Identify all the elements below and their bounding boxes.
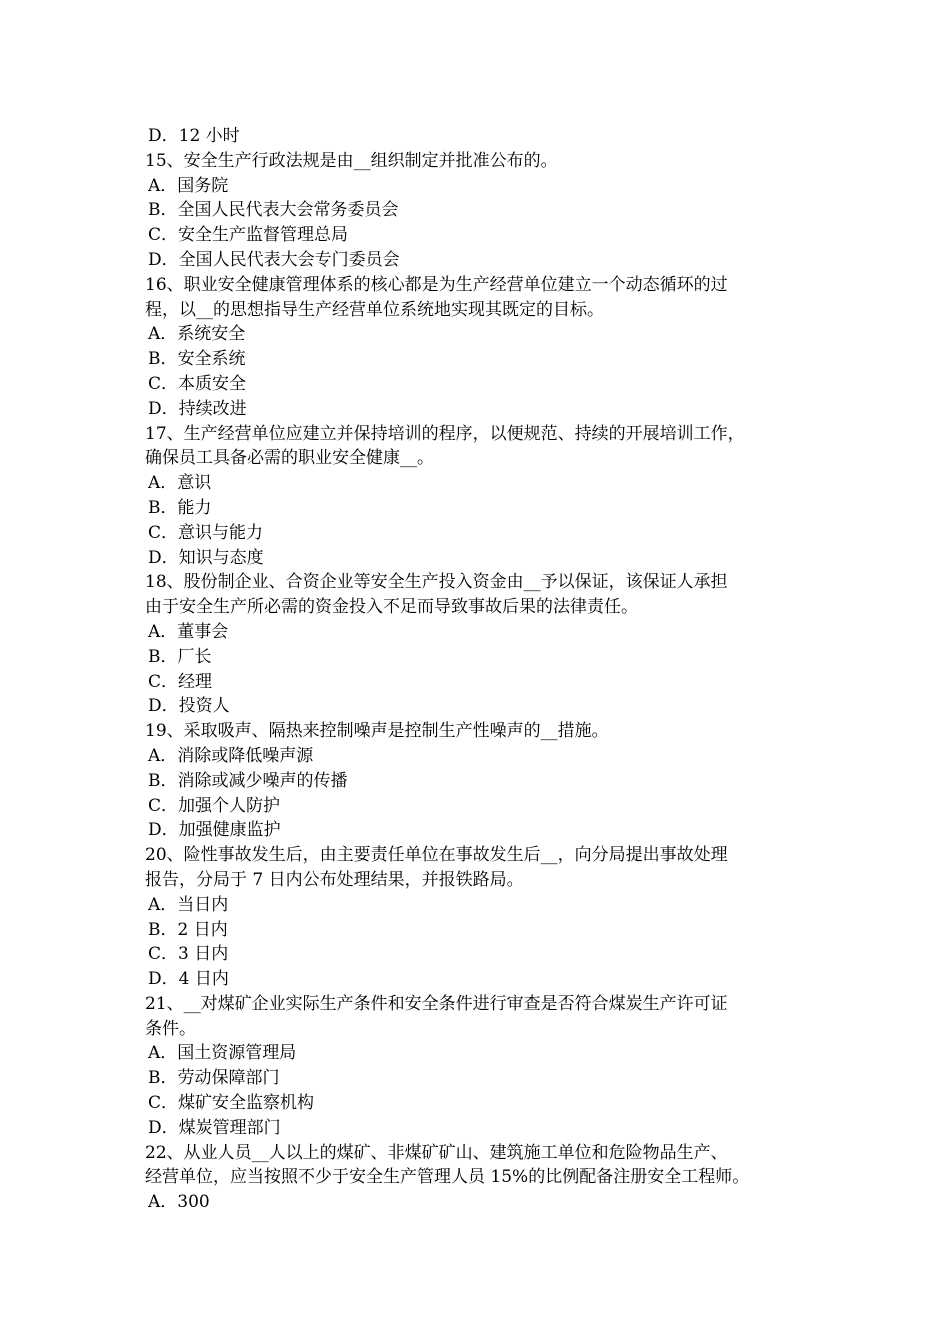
question-text: 19、采取吸声、隔热来控制噪声是控制生产性噪声的__措施。 xyxy=(145,721,609,742)
answer-option: A．意识 xyxy=(148,473,212,494)
question-text: 20、险性事故发生后，由主要责任单位在事故发生后__，向分局提出事故处理 xyxy=(145,845,728,866)
answer-option: A．消除或降低噪声源 xyxy=(148,745,314,766)
answer-option: C．安全生产监督管理总局 xyxy=(148,225,349,246)
answer-option: B．安全系统 xyxy=(148,349,246,370)
question-text: 18、股份制企业、合资企业等安全生产投入资金由__予以保证，该保证人承担 xyxy=(145,572,728,593)
question-text: 22、从业人员__人以上的煤矿、非煤矿矿山、建筑施工单位和危险物品生产、 xyxy=(145,1142,728,1163)
answer-option: B．能力 xyxy=(148,497,212,518)
question-text: 15、安全生产行政法规是由__组织制定并批准公布的。 xyxy=(145,150,558,171)
question-text: 程，以__的思想指导生产经营单位系统地实现其既定的目标。 xyxy=(145,299,604,320)
answer-option: C．煤矿安全监察机构 xyxy=(148,1093,315,1114)
answer-option: D．投资人 xyxy=(148,696,230,717)
answer-option: A．系统安全 xyxy=(148,324,246,345)
document-body xyxy=(145,124,825,1215)
answer-option: D．12 小时 xyxy=(148,126,240,146)
answer-option: D．持续改进 xyxy=(148,398,247,419)
question-text: 经营单位，应当按照不少于安全生产管理人员 15%的比例配备注册安全工程师。 xyxy=(145,1167,750,1188)
answer-option: C．意识与能力 xyxy=(148,522,264,543)
answer-option: D．知识与态度 xyxy=(148,547,264,568)
answer-option: A．300 xyxy=(148,1192,210,1213)
answer-option: B．全国人民代表大会常务委员会 xyxy=(148,200,399,221)
answer-option: A．国务院 xyxy=(148,175,229,196)
question-text: 条件。 xyxy=(145,1018,196,1039)
question-text: 由于安全生产所必需的资金投入不足而导致事故后果的法律责任。 xyxy=(145,597,638,618)
answer-option: B．消除或减少噪声的传播 xyxy=(148,770,348,791)
answer-option: C．本质安全 xyxy=(148,373,247,394)
answer-option: B．劳动保障部门 xyxy=(148,1068,280,1089)
question-text: 报告，分局于 7 日内公布处理结果，并报铁路局。 xyxy=(145,869,524,890)
question-text: 17、生产经营单位应建立并保持培训的程序，以便规范、持续的开展培训工作， xyxy=(145,423,745,444)
answer-option: D．4 日内 xyxy=(148,969,229,990)
answer-option: D．煤炭管理部门 xyxy=(148,1117,281,1138)
answer-option: D．加强健康监护 xyxy=(148,820,281,841)
question-text: 16、职业安全健康管理体系的核心都是为生产经营单位建立一个动态循环的过 xyxy=(145,274,728,295)
answer-option: D．全国人民代表大会专门委员会 xyxy=(148,249,400,270)
answer-option: C．3 日内 xyxy=(148,944,229,965)
question-text: 21、__对煤矿企业实际生产条件和安全条件进行审查是否符合煤炭生产许可证 xyxy=(145,993,728,1014)
answer-option: A．当日内 xyxy=(148,894,229,915)
answer-option: A．董事会 xyxy=(148,621,229,642)
answer-option: C．加强个人防护 xyxy=(148,795,281,816)
answer-option: B．2 日内 xyxy=(148,919,228,940)
question-text: 确保员工具备必需的职业安全健康__。 xyxy=(145,448,434,469)
answer-option: C．经理 xyxy=(148,671,213,692)
answer-option: A．国土资源管理局 xyxy=(148,1043,297,1064)
answer-option: B．厂长 xyxy=(148,646,212,667)
